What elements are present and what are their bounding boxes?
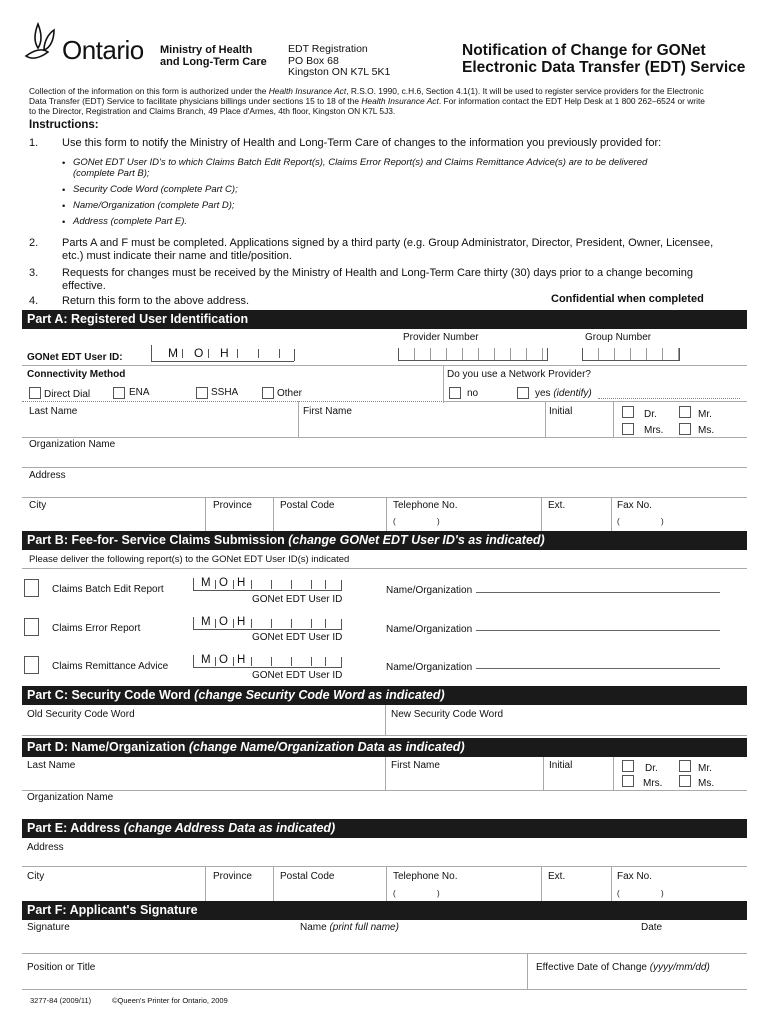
address-label: Address	[29, 470, 66, 481]
instruction-3a: Requests for changes must be received by the Ministry of Health and Long-Term Care thirty (30) days prior to a change becoming	[62, 267, 693, 279]
telephone-label: Telephone No.	[393, 500, 458, 511]
address-line-3: Kingston ON K7L 5K1	[288, 66, 391, 78]
postal-code-label: Postal Code	[280, 871, 335, 882]
ena-label: ENA	[129, 387, 150, 398]
mr-checkbox[interactable]	[679, 760, 691, 772]
print-name-label: Name (print full name)	[300, 922, 399, 933]
address-line-1: EDT Registration	[288, 43, 368, 55]
last-name-label: Last Name	[29, 406, 78, 417]
instruction-3b: effective.	[62, 280, 106, 292]
ext-label: Ext.	[548, 871, 566, 882]
group-number-input[interactable]	[582, 348, 680, 361]
confidential-note: Confidential when completed	[551, 293, 704, 305]
provider-number-input[interactable]	[398, 348, 548, 361]
ms-label: Ms.	[698, 778, 715, 789]
bullet-icon: •	[62, 201, 66, 212]
mr-label: Mr.	[698, 763, 712, 774]
moh-letter: O	[219, 616, 228, 628]
fax-label: Fax No.	[617, 500, 653, 511]
network-no-label: no	[467, 388, 479, 399]
other-checkbox[interactable]	[262, 387, 274, 399]
first-name-label: First Name	[391, 760, 440, 771]
name-organization-label: Name/Organization	[386, 624, 473, 635]
instruction-bullet-1b: (complete Part B);	[73, 168, 150, 179]
instruction-number: 3.	[29, 267, 39, 279]
ssha-checkbox[interactable]	[196, 387, 208, 399]
direct-dial-label: Direct Dial	[44, 389, 91, 400]
report-label-remittance: Claims Remittance Advice	[52, 661, 169, 672]
instruction-number: 4.	[29, 295, 39, 307]
mrs-checkbox[interactable]	[622, 423, 634, 435]
connectivity-label: Connectivity Method	[27, 369, 126, 380]
province-label: Province	[213, 500, 252, 511]
moh-letter: H	[237, 654, 246, 666]
postal-code-label: Postal Code	[280, 500, 335, 511]
error-report-checkbox[interactable]	[24, 618, 39, 636]
part-f-header: Part F: Applicant's Signature	[22, 901, 747, 920]
moh-letter: M	[168, 346, 178, 360]
ssha-label: SSHA	[211, 387, 239, 398]
moh-letter: H	[220, 346, 229, 360]
dr-label: Dr.	[644, 409, 657, 420]
instruction-4: Return this form to the above address.	[62, 295, 250, 307]
bullet-icon: •	[62, 217, 66, 228]
moh-letter: M	[201, 577, 211, 589]
remittance-user-id-input[interactable]	[193, 655, 341, 668]
batch-edit-name-org-field[interactable]	[476, 592, 720, 593]
user-id-input[interactable]	[151, 345, 294, 362]
network-yes-checkbox[interactable]	[517, 387, 529, 399]
organization-name-label: Organization Name	[29, 439, 116, 450]
copyright: ©Queen's Printer for Ontario, 2009	[112, 996, 228, 1005]
bullet-icon: •	[62, 185, 66, 196]
other-label: Other	[277, 388, 303, 399]
moh-letter: O	[219, 577, 228, 589]
part-e-header: Part E: Address (change Address Data as indicated)	[22, 819, 747, 838]
area-code-paren: )	[437, 517, 440, 526]
instruction-1: Use this form to notify the Ministry of Health and Long-Term Care of changes to the information you previously provided for:	[62, 137, 662, 149]
gonet-user-id-caption: GONet EDT User ID	[252, 594, 343, 605]
organization-name-label: Organization Name	[27, 792, 114, 803]
fax-label: Fax No.	[617, 871, 653, 882]
first-name-label: First Name	[303, 406, 352, 417]
group-number-label: Group Number	[585, 332, 652, 343]
part-d-header: Part D: Name/Organization (change Name/Organization Data as indicated)	[22, 738, 747, 757]
deliver-instruction: Please deliver the following report(s) to the GONet EDT User ID(s) indicated	[29, 554, 350, 565]
instruction-bullet-2: Security Code Word (complete Part C);	[73, 184, 238, 195]
remittance-advice-checkbox[interactable]	[24, 656, 39, 674]
city-label: City	[29, 500, 47, 511]
ms-checkbox[interactable]	[679, 775, 691, 787]
moh-letter: H	[237, 577, 246, 589]
part-b-header: Part B: Fee-for- Service Claims Submission (change GONet EDT User ID's as indicated)	[22, 531, 747, 550]
network-yes-label: yes (identify)	[535, 388, 592, 399]
area-code-paren: (	[617, 889, 620, 898]
position-title-label: Position or Title	[27, 962, 96, 973]
instructions-heading: Instructions:	[29, 119, 99, 131]
instruction-bullet-1a: GONet EDT User ID's to which Claims Batch Edit Report(s), Claims Error Report(s) and Claims Remittance Advice(s) are to be delivered	[73, 157, 648, 168]
moh-letter: H	[237, 616, 246, 628]
city-label: City	[27, 871, 45, 882]
province-label: Province	[213, 871, 252, 882]
remittance-name-org-field[interactable]	[476, 668, 720, 669]
instruction-number: 1.	[29, 137, 39, 149]
name-organization-label: Name/Organization	[386, 585, 473, 596]
form-title-line-2: Electronic Data Transfer (EDT) Service	[462, 59, 746, 76]
initial-label: Initial	[549, 760, 573, 771]
instruction-2a: Parts A and F must be completed. Applications signed by a third party (e.g. Group Administrator, Director, President, Owner, Licensee,	[62, 237, 714, 249]
area-code-paren: (	[617, 517, 620, 526]
dr-checkbox[interactable]	[622, 406, 634, 418]
effective-date-label: Effective Date of Change (yyyy/mm/dd)	[536, 962, 710, 973]
instruction-number: 2.	[29, 237, 39, 249]
moh-letter: M	[201, 654, 211, 666]
moh-letter: O	[219, 654, 228, 666]
batch-edit-report-checkbox[interactable]	[24, 579, 39, 597]
moh-letter: O	[194, 346, 204, 360]
date-label: Date	[641, 922, 663, 933]
old-security-code-label: Old Security Code Word	[27, 709, 135, 720]
name-organization-label: Name/Organization	[386, 662, 473, 673]
ena-checkbox[interactable]	[113, 387, 125, 399]
dr-label: Dr.	[645, 763, 658, 774]
part-a-header: Part A: Registered User Identification	[22, 310, 747, 329]
mrs-checkbox[interactable]	[622, 775, 634, 787]
network-identify-field[interactable]	[598, 398, 740, 399]
provider-number-label: Provider Number	[403, 332, 479, 343]
initial-label: Initial	[549, 406, 573, 417]
new-security-code-label: New Security Code Word	[391, 709, 504, 720]
area-code-paren: (	[393, 889, 396, 898]
user-id-label: GONet EDT User ID:	[27, 352, 123, 363]
bullet-icon: •	[62, 158, 66, 169]
collection-notice: Collection of the information on this form is authorized under the Health Insurance Act, R.S.O. 1990, c.H.6, Section 4.1(1). It will be used to register service providers for the Electronic Data Transfer (EDT) Service to facilitate physicians billings under sections 15 to 18 of the Health Insurance Act. For information contact the EDT Help Desk at 1 800 262–6524 or write to the Director, Registration and Claims Branch, 49 Place d'Armes, 4th floor, Kingston ON K7L 5J3.	[29, 86, 705, 116]
report-label-batch-edit: Claims Batch Edit Report	[52, 584, 164, 595]
batch-edit-user-id-input[interactable]	[193, 578, 341, 591]
error-report-user-id-input[interactable]	[193, 617, 341, 630]
ministry-line-1: Ministry of Health	[160, 44, 253, 56]
network-provider-question: Do you use a Network Provider?	[447, 369, 591, 380]
ext-label: Ext.	[548, 500, 566, 511]
part-c-header: Part C: Security Code Word (change Security Code Word as indicated)	[22, 686, 747, 705]
direct-dial-checkbox[interactable]	[29, 387, 41, 399]
form-number: 3277-84 (2009/11)	[30, 996, 92, 1005]
ms-checkbox[interactable]	[679, 423, 691, 435]
instruction-bullet-3: Name/Organization (complete Part D);	[73, 200, 235, 211]
mr-checkbox[interactable]	[679, 406, 691, 418]
network-no-checkbox[interactable]	[449, 387, 461, 399]
mrs-label: Mrs.	[644, 425, 664, 436]
mrs-label: Mrs.	[643, 778, 663, 789]
dr-checkbox[interactable]	[622, 760, 634, 772]
gonet-user-id-caption: GONet EDT User ID	[252, 670, 343, 681]
form-title-line-1: Notification of Change for GONet	[462, 42, 706, 59]
instruction-bullet-4: Address (complete Part E).	[73, 216, 188, 227]
address-line-2: PO Box 68	[288, 55, 339, 67]
telephone-label: Telephone No.	[393, 871, 458, 882]
area-code-paren: (	[393, 517, 396, 526]
error-report-name-org-field[interactable]	[476, 630, 720, 631]
area-code-paren: )	[437, 889, 440, 898]
ontario-trillium-logo-icon	[24, 22, 64, 64]
instruction-2b: etc.) must indicate their name and title/position.	[62, 250, 292, 262]
area-code-paren: )	[661, 517, 664, 526]
gonet-user-id-caption: GONet EDT User ID	[252, 632, 343, 643]
ministry-line-2: and Long-Term Care	[160, 56, 267, 68]
report-label-error: Claims Error Report	[52, 623, 141, 634]
last-name-label: Last Name	[27, 760, 76, 771]
area-code-paren: )	[661, 889, 664, 898]
address-label: Address	[27, 842, 64, 853]
signature-label: Signature	[27, 922, 70, 933]
moh-letter: M	[201, 616, 211, 628]
logo-text: Ontario	[62, 35, 144, 65]
mr-label: Mr.	[698, 409, 712, 420]
ms-label: Ms.	[698, 425, 715, 436]
